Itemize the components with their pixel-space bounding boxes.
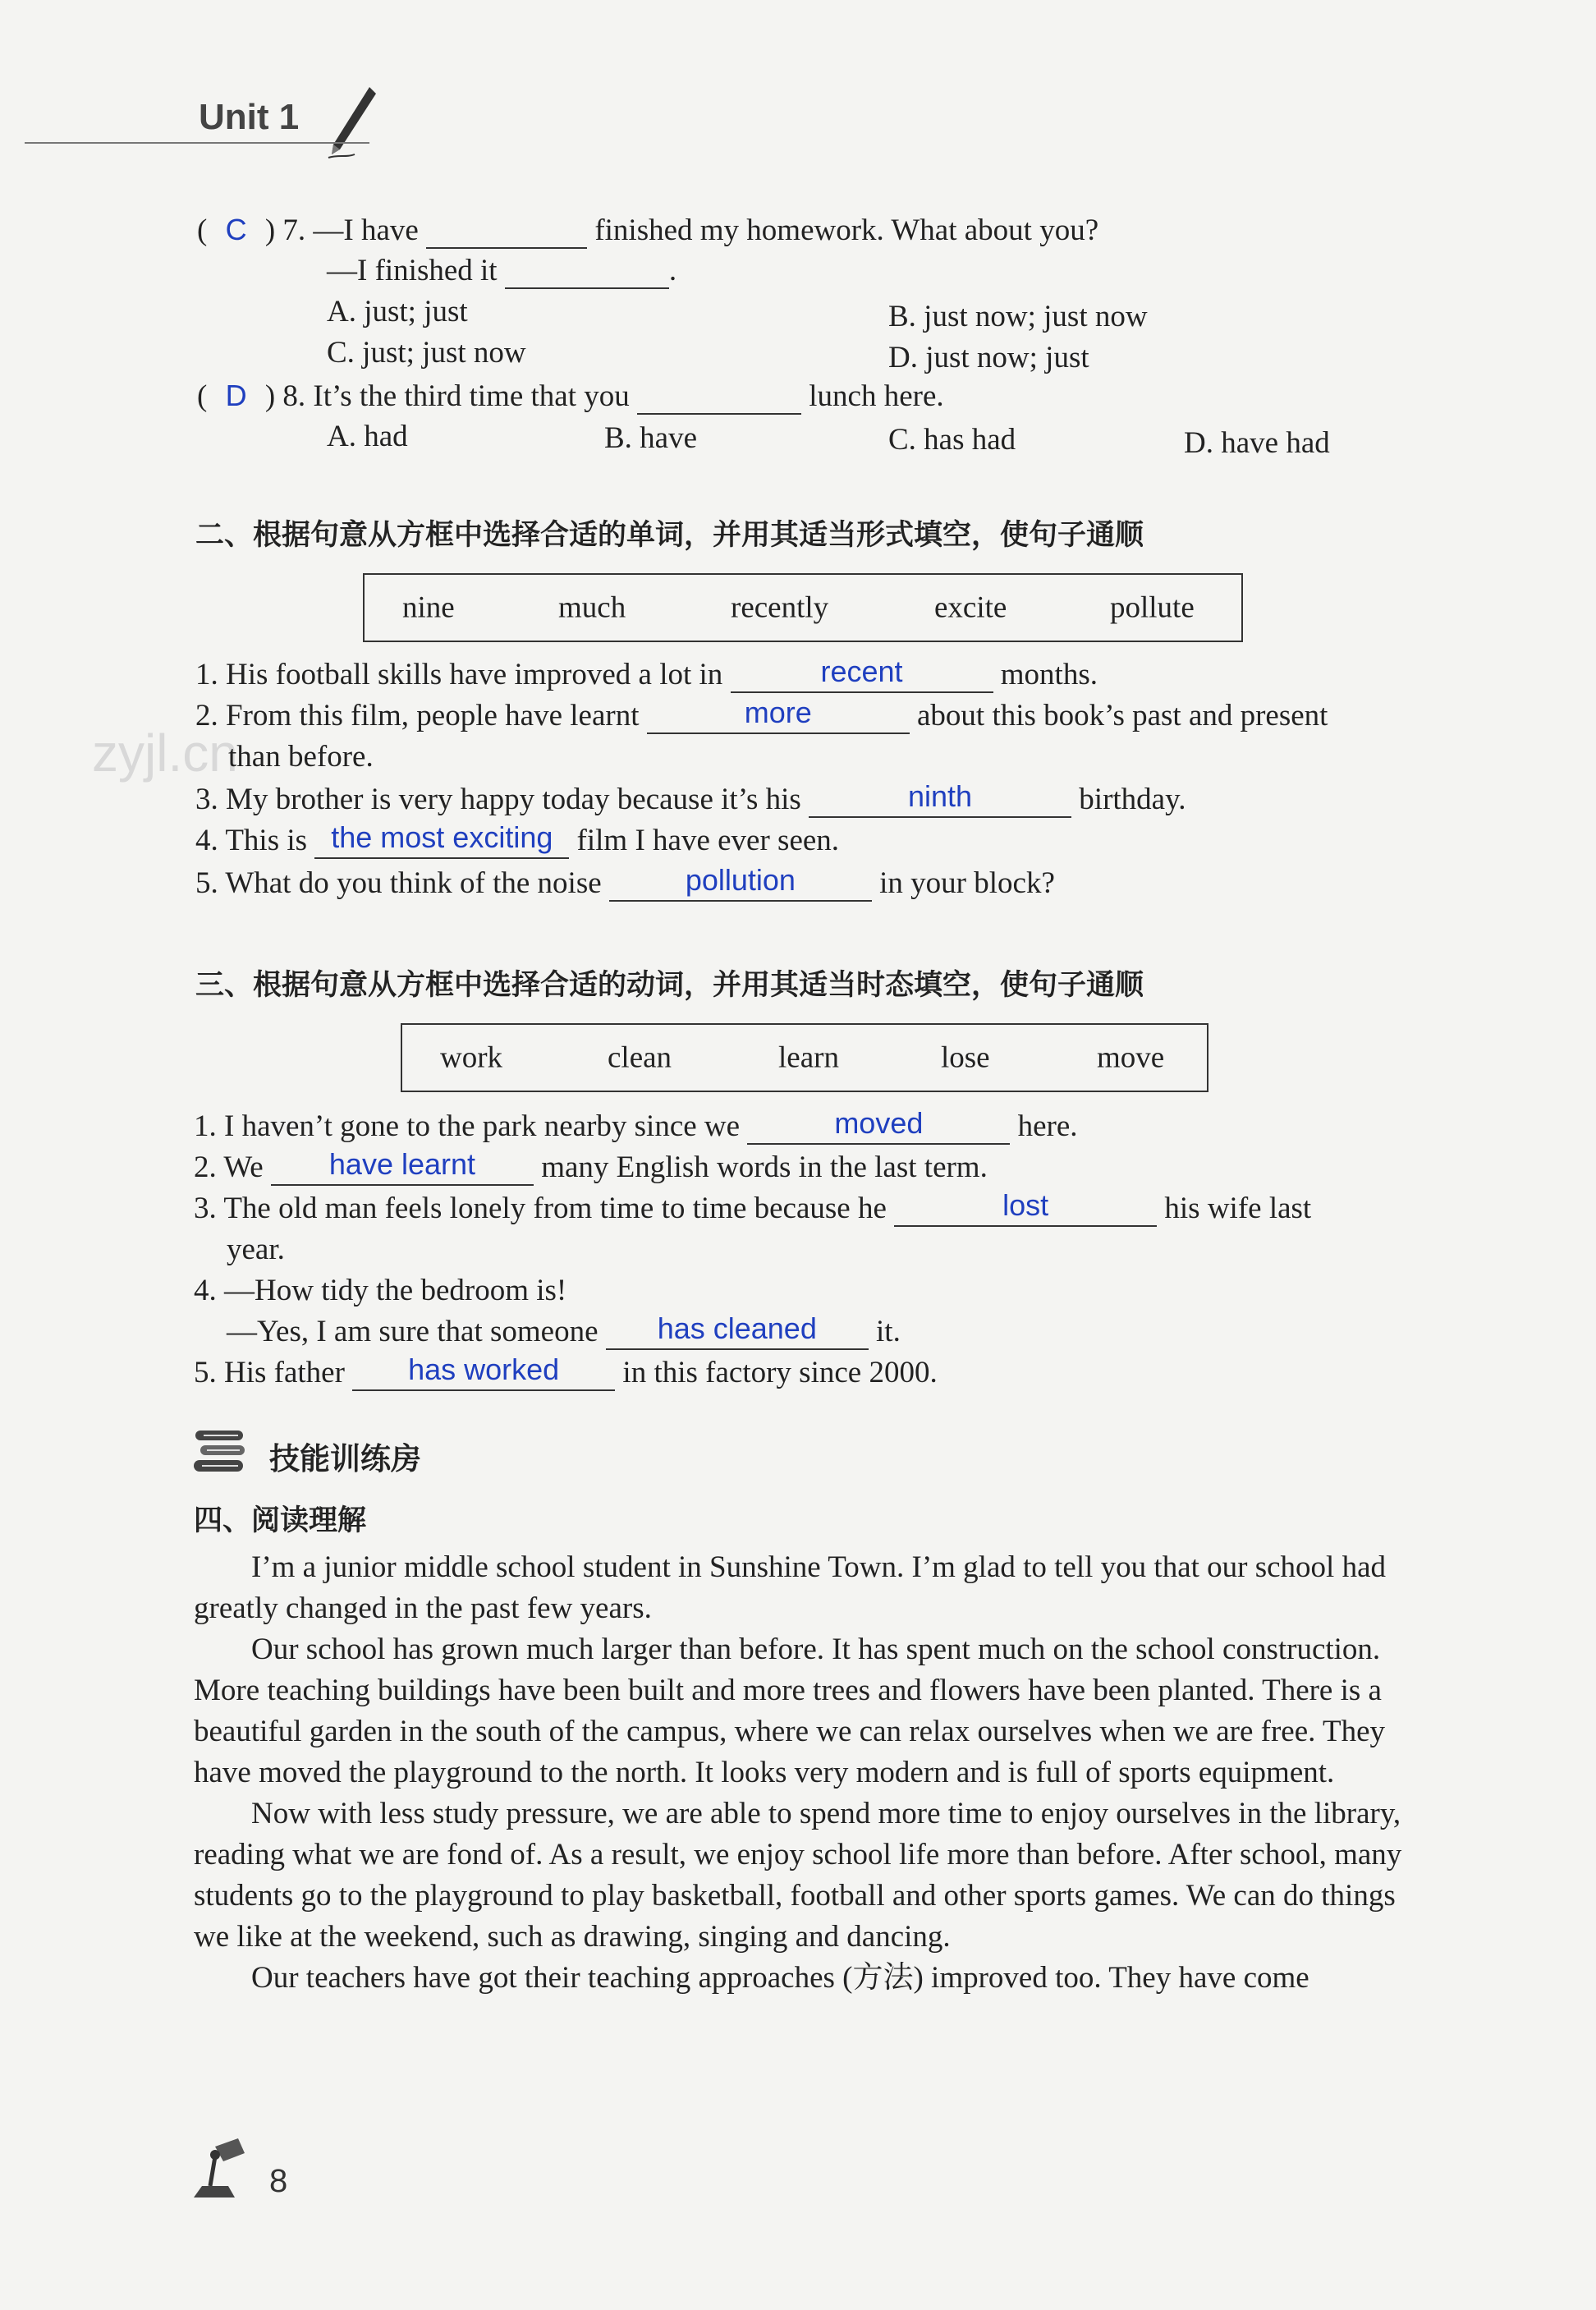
answer-blank[interactable]: [352, 1352, 615, 1391]
section4-title: 四、阅读理解: [194, 1504, 367, 1537]
fill-answer: has cleaned: [657, 1311, 817, 1345]
item-text: 2. From this film, people have learnt: [195, 699, 640, 732]
page-number: 8: [269, 2163, 288, 2199]
fill-answer: the most exciting: [331, 820, 553, 854]
passage-paragraph: I’m a junior middle school student in Sunshine Town. I’m glad to tell you that our school had greatly changed in the past few years.: [194, 1550, 1386, 1625]
mc-q7-stem-a: —I have: [313, 214, 419, 247]
mc-q8-option-b: B. have: [604, 421, 698, 455]
unit-title: Unit 1: [199, 97, 300, 137]
answer-blank[interactable]: [606, 1311, 869, 1350]
mc-q7-line2: [327, 253, 676, 289]
fill-answer: lost: [1002, 1188, 1049, 1222]
item-text: —Yes, I am sure that someone: [227, 1315, 598, 1348]
item-text: in this factory since 2000.: [622, 1356, 938, 1389]
fill-answer: moved: [834, 1106, 924, 1140]
s3-item-2: [194, 1147, 988, 1186]
word-box-2: [401, 1023, 1208, 1092]
answer-blank[interactable]: [637, 380, 801, 415]
word-box-word: learn: [778, 1040, 839, 1075]
answer-blank[interactable]: [747, 1106, 1010, 1145]
mc-q7-line2-b: .: [668, 254, 677, 287]
skills-title: 技能训练房: [269, 1441, 421, 1476]
mc-q8: [197, 378, 944, 415]
s3-item-3: [194, 1188, 1312, 1227]
section3-title: 三、根据句意从方框中选择合适的动词，并用其适当时态填空，使句子通顺: [195, 969, 1144, 1002]
item-text: in your block?: [879, 866, 1055, 900]
s2-item-4: [195, 820, 840, 859]
answer-blank[interactable]: [809, 779, 1071, 818]
fill-answer: pollution: [685, 863, 796, 897]
item-text: here.: [1017, 1109, 1078, 1143]
mc-q8-option-a: A. had: [327, 420, 408, 453]
mc-q8-stem-b: lunch here.: [809, 379, 944, 413]
mc-q8-stem-a: It’s the third time that you: [313, 379, 630, 413]
fill-answer: ninth: [908, 779, 973, 813]
mc-q7-option-a: A. just; just: [327, 295, 468, 328]
item-text: birthday.: [1079, 783, 1186, 816]
answer-blank[interactable]: [271, 1147, 534, 1186]
answer-blank[interactable]: [894, 1188, 1157, 1227]
pen-icon: [322, 82, 379, 161]
word-box-word: nine: [402, 590, 455, 625]
fill-answer: recent: [820, 654, 903, 688]
s3-item-3-cont: year.: [227, 1233, 285, 1266]
fill-answer: more: [744, 696, 812, 729]
s3-item-4-reply: [227, 1311, 901, 1350]
item-text: 4. This is: [195, 824, 308, 857]
mc-answer-8: D: [225, 379, 247, 412]
mc-q7: [197, 212, 1098, 249]
item-text: it.: [876, 1315, 901, 1348]
item-text: 1. I haven’t gone to the park nearby since we: [194, 1109, 741, 1143]
mc-q8-option-c: C. has had: [888, 423, 1016, 457]
s3-item-5: [194, 1352, 938, 1391]
passage-paragraph: Now with less study pressure, we are able to spend more time to enjoy ourselves in the library, reading what we are fond of. As a result, we enjoy school life more than before. After school, many students go to the playground to play basketball, football and other sports games. We can do things we like at the weekend, such as drawing, singing and dancing.: [194, 1797, 1402, 1954]
fill-answer: has worked: [408, 1352, 560, 1386]
word-box-word: excite: [934, 590, 1007, 625]
item-text: months.: [1000, 658, 1098, 691]
passage-paragraph: Our school has grown much larger than before. It has spent much on the school construction. More teaching buildings have been built and more trees and flowers have been planted. There is a beautiful garden in the south of the campus, where we can relax ourselves when we are free. They have moved the playground to the north. It looks very modern and is full of sports equipment.: [194, 1633, 1385, 1789]
answer-blank[interactable]: [731, 654, 993, 693]
answer-blank[interactable]: [505, 255, 669, 289]
answer-blank[interactable]: [314, 820, 569, 859]
reading-passage: [194, 1547, 1409, 1999]
section2-title: 二、根据句意从方框中选择合适的单词，并用其适当形式填空，使句子通顺: [195, 519, 1144, 552]
mc-q7-option-b: B. just now; just now: [888, 300, 1148, 333]
word-box-word: work: [440, 1040, 503, 1075]
books-icon: [192, 1427, 250, 1478]
mc-q8-num: 8.: [282, 379, 306, 413]
s2-item-5: [195, 863, 1055, 902]
answer-blank[interactable]: [609, 863, 872, 902]
item-text: film I have ever seen.: [576, 824, 840, 857]
word-box-word: move: [1097, 1040, 1165, 1075]
bracket-close: ): [264, 214, 276, 247]
word-box-word: clean: [608, 1040, 672, 1075]
mc-q7-option-c: C. just; just now: [327, 336, 526, 370]
word-box-1: [363, 573, 1243, 642]
item-text: 3. My brother is very happy today because it’s his: [195, 783, 801, 816]
fill-answer: have learnt: [328, 1147, 476, 1181]
mc-answer-7: C: [225, 213, 247, 246]
passage-paragraph: Our teachers have got their teaching approaches (方法) improved too. They have come: [251, 1961, 1309, 1995]
mc-q8-option-d: D. have had: [1184, 426, 1330, 460]
watermark: zyjl.cn: [92, 723, 238, 783]
item-text: about this book’s past and present: [917, 699, 1328, 732]
item-text: 5. His father: [194, 1356, 345, 1389]
mc-q7-stem-b: finished my homework. What about you?: [594, 214, 1099, 247]
s3-item-4: 4. —How tidy the bedroom is!: [194, 1274, 567, 1307]
bracket-open: (: [197, 379, 208, 413]
item-text: his wife last: [1164, 1192, 1312, 1225]
word-box-word: recently: [731, 590, 829, 625]
item-text: 2. We: [194, 1150, 264, 1184]
word-box-word: lose: [941, 1040, 990, 1075]
s2-item-1: [195, 654, 1098, 693]
s3-item-1: [194, 1106, 1078, 1145]
answer-blank[interactable]: [647, 696, 910, 734]
word-box-word: much: [558, 590, 626, 625]
word-box-word: pollute: [1110, 590, 1195, 625]
mc-q7-line2-a: —I finished it: [327, 254, 498, 287]
item-text: many English words in the last term.: [541, 1150, 988, 1184]
answer-blank[interactable]: [426, 214, 587, 249]
s2-item-3: [195, 779, 1186, 818]
item-text: 3. The old man feels lonely from time to time because he: [194, 1192, 887, 1225]
s2-item-2-cont: than before.: [228, 740, 374, 774]
item-text: 1. His football skills have improved a lot in: [195, 658, 723, 691]
bracket-close: ): [264, 379, 276, 413]
bracket-open: (: [197, 214, 208, 247]
item-text: 5. What do you think of the noise: [195, 866, 602, 900]
desk-lamp-icon: [190, 2135, 264, 2201]
mc-q7-option-d: D. just now; just: [888, 341, 1089, 374]
s2-item-2: [195, 698, 1328, 734]
header-rule: [25, 142, 369, 144]
mc-q7-num: 7.: [282, 214, 306, 247]
